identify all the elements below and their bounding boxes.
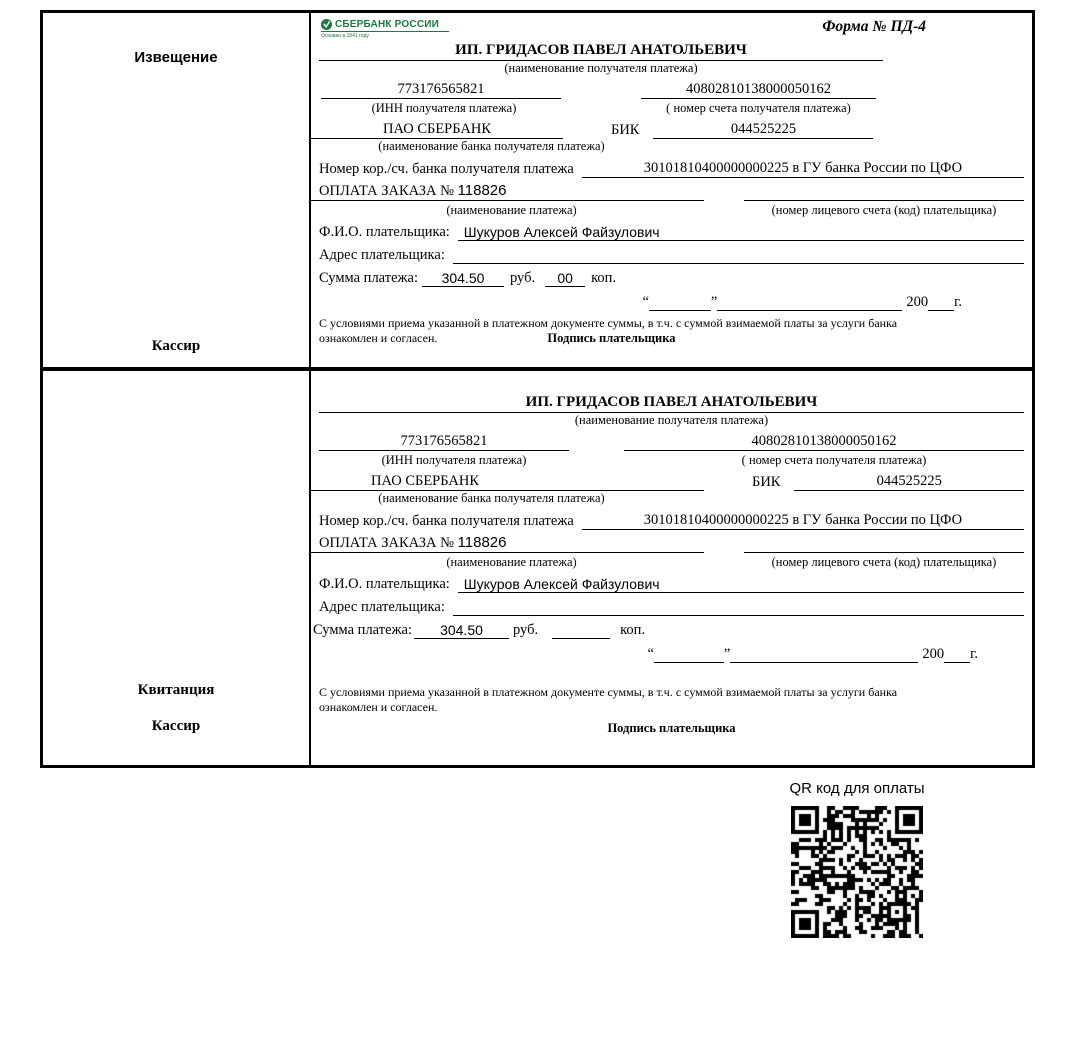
- recipient-inn-value: 773176565821: [321, 81, 561, 99]
- corr-value: 30101810400000000225 в ГУ банка России по ЦФО: [582, 512, 1024, 530]
- year-prefix: 200: [922, 646, 945, 662]
- payment-name-value: [311, 182, 704, 201]
- inn-account-row: [319, 430, 1024, 451]
- payer-code-line: [744, 529, 1024, 553]
- notice-section-label: Извещение: [134, 49, 218, 66]
- bank-name-caption: (наименование банка получателя платежа): [378, 139, 605, 153]
- bik-label: БИК: [611, 122, 640, 138]
- date-row: [319, 639, 978, 663]
- pd4-payment-form: [40, 10, 1035, 768]
- inn-account-row: [319, 78, 1024, 99]
- account-caption: ( номер счета получателя платежа): [666, 101, 851, 115]
- address-label: Адрес плательщика:: [319, 247, 445, 263]
- quote-open: “: [647, 646, 654, 662]
- terms-signature-row: [319, 331, 1024, 346]
- payment-caption: (наименование платежа): [446, 555, 577, 569]
- rub-label: руб.: [510, 270, 536, 286]
- kop-label: коп.: [591, 270, 617, 286]
- sum-row: [313, 616, 1024, 639]
- account-caption: ( номер счета получателя платежа): [741, 453, 927, 467]
- notice-cashier-label: Кассир: [151, 338, 201, 354]
- notice-section: [43, 13, 1032, 371]
- bank-bik-row: [319, 116, 1024, 139]
- date-day-line: [654, 662, 724, 663]
- year-suffix: г.: [954, 294, 962, 310]
- recipient-account-value: 40802810138000050162: [624, 433, 1024, 451]
- bik-label: БИК: [752, 474, 781, 490]
- payment-captions-row: [319, 201, 1024, 218]
- qr-payment-block: [762, 780, 952, 943]
- terms-line1: С условиями приема указанной в платежном документе суммы, в т.ч. с суммой взимаемой платы за услуги банка: [319, 316, 898, 330]
- corr-account-row: [319, 155, 1024, 178]
- bik-value: 044525225: [653, 121, 873, 139]
- receipt-section-label: Квитанция: [137, 682, 215, 698]
- corr-label: Номер кор./сч. банка получателя платежа: [319, 161, 574, 177]
- rub-label: руб.: [513, 622, 539, 638]
- address-line: [453, 592, 1024, 616]
- payer-code-caption: (номер лицевого счета (код) плательщика): [771, 203, 997, 217]
- sum-rub-value: 304.50: [414, 622, 509, 639]
- notice-left-cell: [43, 13, 311, 367]
- notice-content: [311, 13, 1032, 367]
- bank-bik-row: [319, 468, 1024, 491]
- qr-code: [791, 806, 923, 938]
- date-row: [319, 287, 962, 311]
- payment-name-row: [319, 178, 1024, 201]
- year-prefix: 200: [906, 294, 929, 310]
- year-suffix: г.: [970, 646, 978, 662]
- receipt-left-cell: [43, 371, 311, 765]
- notice-header-row: [319, 17, 1024, 42]
- sberbank-logo-line: [321, 19, 449, 32]
- payer-label: Ф.И.О. плательщика:: [319, 576, 450, 592]
- bank-name-value: ПАО СБЕРБАНК: [311, 473, 704, 491]
- inn-caption: (ИНН получателя платежа): [371, 101, 517, 115]
- terms-line1: С условиями приема указанной в платежном документе суммы, в т.ч. с суммой взимаемой платы за услуги банка: [319, 685, 898, 699]
- terms-line2: ознакомлен и согласен.: [319, 700, 438, 714]
- signature-label: Подпись плательщика: [607, 721, 736, 735]
- payment-caption: (наименование платежа): [446, 203, 577, 217]
- sum-row: [319, 264, 1024, 287]
- bank-name-value: ПАО СБЕРБАНК: [311, 121, 563, 139]
- recipient-caption: (наименование получателя платежа): [574, 413, 769, 427]
- sum-kop-value: [552, 638, 610, 639]
- corr-value: 30101810400000000225 в ГУ банка России по ЦФО: [582, 160, 1024, 178]
- recipient-inn-value: 773176565821: [319, 433, 569, 451]
- inn-account-captions: [319, 99, 1024, 116]
- order-number-value: 118826: [457, 182, 507, 199]
- payment-name-row: [319, 530, 1024, 553]
- payment-label: ОПЛАТА ЗАКАЗА №: [319, 183, 454, 199]
- payer-code-caption: (номер лицевого счета (код) плательщика): [771, 555, 997, 569]
- sum-label: Сумма платежа:: [319, 270, 418, 286]
- bank-name-caption: (наименование банка получателя платежа): [378, 491, 605, 505]
- recipient-account-value: 40802810138000050162: [641, 81, 876, 99]
- sum-label: Сумма платежа:: [313, 622, 412, 638]
- kop-label: коп.: [620, 622, 646, 638]
- recipient-name: ИП. ГРИДАСОВ ПАВЕЛ АНАТОЛЬЕВИЧ: [319, 42, 883, 61]
- quote-close: ”: [710, 294, 718, 310]
- qr-label: QR код для оплаты: [789, 780, 925, 797]
- address-line: [453, 240, 1024, 264]
- corr-label: Номер кор./сч. банка получателя платежа: [319, 513, 574, 529]
- receipt-cashier-label: Кассир: [151, 718, 201, 734]
- date-month-line: [717, 310, 902, 311]
- payment-captions-row: [319, 553, 1024, 570]
- bik-value: 044525225: [794, 473, 1024, 491]
- sberbank-logo: [321, 19, 471, 39]
- sum-kop-value: 00: [545, 270, 585, 287]
- payer-name-value: Шукуров Алексей Файзулович: [458, 224, 1024, 241]
- order-number-value: 118826: [457, 534, 507, 551]
- recipient-caption: (наименование получателя платежа): [504, 61, 698, 75]
- payer-address-row: [319, 593, 1024, 616]
- corr-account-row: [319, 507, 1024, 530]
- payer-name-row: [319, 218, 1024, 241]
- date-month-line: [730, 662, 918, 663]
- signature-label: Подпись плательщика: [547, 331, 676, 345]
- date-day-line: [649, 310, 711, 311]
- date-year-line: [944, 662, 970, 663]
- form-number-label: Форма № ПД-4: [822, 18, 926, 35]
- terms-line2: ознакомлен и согласен.: [319, 331, 438, 345]
- date-year-line: [928, 310, 954, 311]
- receipt-content: [311, 371, 1032, 765]
- inn-account-captions: [319, 451, 1024, 468]
- inn-caption: (ИНН получателя платежа): [381, 453, 527, 467]
- payment-name-value: [311, 534, 704, 553]
- quote-open: “: [642, 294, 649, 310]
- quote-close: ”: [723, 646, 731, 662]
- sberbank-circle-icon: [321, 19, 332, 30]
- payment-label: ОПЛАТА ЗАКАЗА №: [319, 535, 454, 551]
- payer-code-line: [744, 177, 1024, 201]
- payer-address-row: [319, 241, 1024, 264]
- sberbank-logo-text: СБЕРБАНК РОССИИ: [335, 19, 440, 30]
- address-label: Адрес плательщика:: [319, 599, 445, 615]
- payer-label: Ф.И.О. плательщика:: [319, 224, 450, 240]
- sum-rub-value: 304.50: [422, 270, 504, 287]
- recipient-name: ИП. ГРИДАСОВ ПАВЕЛ АНАТОЛЬЕВИЧ: [319, 394, 1024, 413]
- payer-name-value: Шукуров Алексей Файзулович: [458, 576, 1024, 593]
- payer-name-row: [319, 570, 1024, 593]
- sberbank-logo-tagline: Основан в 1841 году: [321, 33, 369, 39]
- receipt-section: [43, 371, 1032, 765]
